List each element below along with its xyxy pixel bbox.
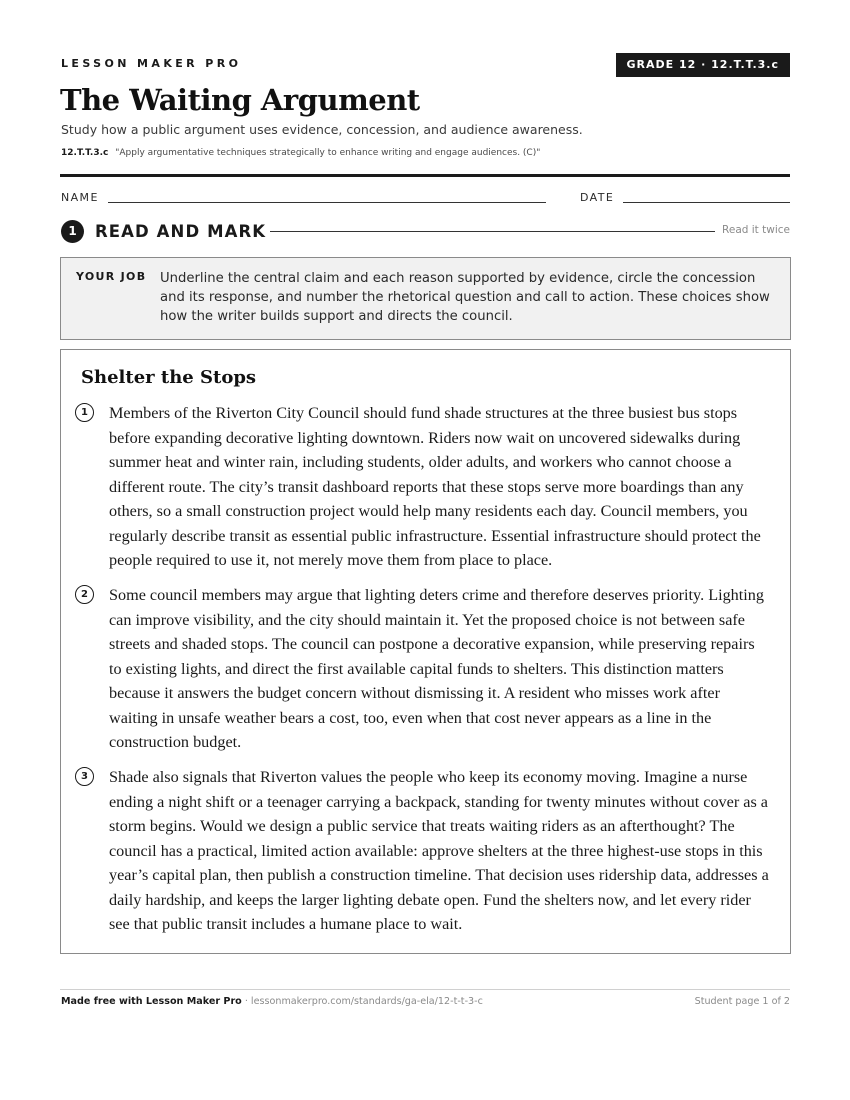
passage-title: Shelter the Stops [81, 367, 257, 388]
page-title: The Waiting Argument [60, 83, 420, 117]
instructions-box [60, 257, 791, 340]
page-subtitle: Study how a public argument uses evidence, concession, and audience awareness. [61, 122, 583, 137]
passage-paragraph: Some council members may argue that lighting deters crime and therefore deserves priority. Lighting can improve visibility, and the city should maintain it. Yet the proposed choice is not between safe streets and shaded stops. The council can postpone a decorative expansion, while preserving repairs to existing lights, and direct the first available capital funds to shelters. This distinction matters because it answers the budget concern without dismissing it. A resident who misses work after waiting in unsafe weather bears a cost, too, even when that cost never appears as a line in the construction budget. [109, 586, 764, 751]
grade-badge: GRADE 12 · 12.T.T.3.c [616, 53, 791, 77]
header-divider [60, 174, 790, 177]
name-label: NAME [61, 191, 99, 204]
standard-text: "Apply argumentative techniques strategically to enhance writing and engage audiences. (C)" [115, 148, 541, 158]
date-field[interactable] [623, 202, 790, 203]
paragraph-number-badge: 2 [75, 585, 94, 604]
paragraph-number-badge: 1 [75, 403, 94, 422]
section-note: Read it twice [722, 224, 790, 236]
instructions-text: Underline the central claim and each reason supported by evidence, circle the concession and its response, and number the rhetorical question and call to action. These choices show how the writer builds support and directs the council. [160, 271, 770, 324]
reading-passage [60, 349, 791, 954]
section-number-badge: 1 [61, 220, 84, 243]
paragraph-number-badge: 3 [75, 767, 94, 786]
passage-paragraph: Members of the Riverton City Council should fund shade structures at the three busiest bus stops before expanding decorative lighting downtown. Riders now wait on uncovered sidewalks during summer heat and winter rain, including students, older adults, and workers who cannot choose a different route. The city’s transit dashboard reports that these stops serve more boardings than any others, so a small construction project would help many residents each day. Council members, you regularly describe transit as essential public infrastructure. Essential infrastructure should protect the people required to use it, not merely move them from place to place. [109, 404, 761, 569]
section-title: READ AND MARK [95, 222, 267, 241]
name-field[interactable] [108, 202, 546, 203]
footer-divider [60, 989, 790, 990]
page-indicator: Student page 1 of 2 [694, 996, 790, 1007]
footer-credit [61, 996, 483, 1007]
standard-code: 12.T.T.3.c [61, 148, 109, 158]
standard-line [61, 148, 540, 158]
footer-made-with: Made free with Lesson Maker Pro [61, 996, 242, 1007]
footer-link[interactable]: · lessonmakerpro.com/standards/ga-ela/12-t-t-3-c [241, 996, 483, 1007]
passage-paragraph: Shade also signals that Riverton values the people who keep its economy moving. Imagine a nurse ending a night shift or a teenager carrying a backpack, standing for twenty minutes without cover as a storm begins. Would we design a public service that treats waiting riders as an afterthought? The council has a practical, limited action available: approve shelters at the three highest-use stops in this year’s capital plan, then publish a construction timeline. That decision uses ridership data, addresses a daily hardship, and keeps the larger lighting debate open. Fund the shelters now, and let every rider see that public transit includes a humane place to wait. [109, 768, 769, 933]
instructions-label: YOUR JOB [76, 270, 147, 283]
section-divider [270, 231, 715, 232]
date-label: DATE [580, 191, 615, 204]
brand-name: LESSON MAKER PRO [61, 57, 242, 70]
